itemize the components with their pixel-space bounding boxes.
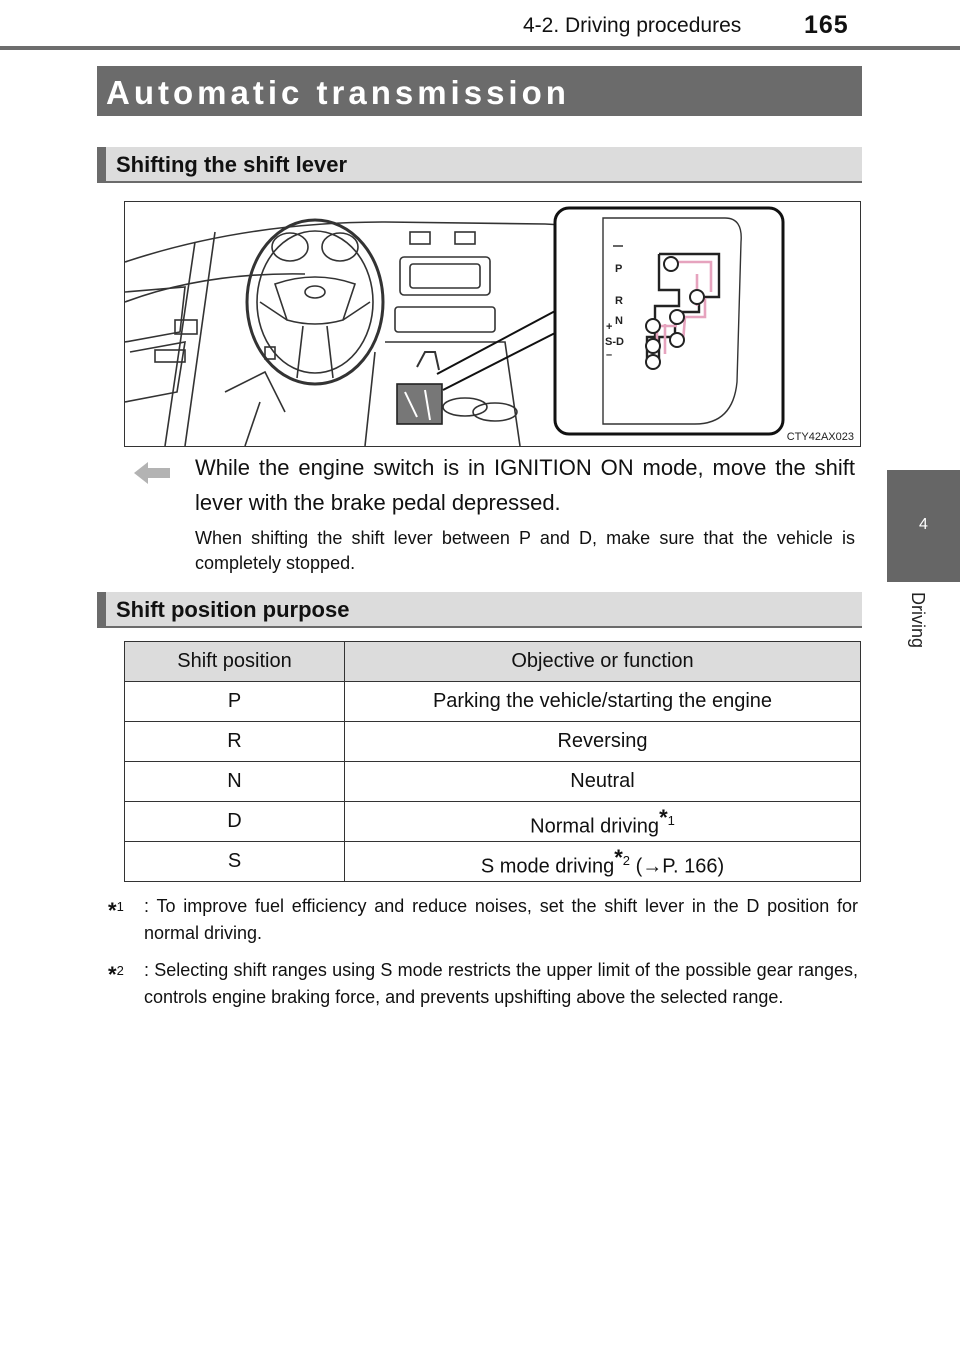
chapter-label: Driving [908, 592, 928, 649]
shift-gate-callout [555, 208, 783, 434]
chapter-tab [887, 470, 960, 582]
page-reference: (→P. 166) [635, 855, 725, 878]
table-cell-position: R [125, 722, 345, 762]
footnote-marker: *$^2$ [108, 962, 124, 987]
table-cell-function: Reversing [345, 722, 861, 762]
page-header [0, 0, 960, 52]
chapter-label-container [888, 592, 948, 672]
table-cell-position: D [125, 802, 345, 842]
footnote-ref: *1 [659, 804, 675, 830]
table-row [125, 722, 861, 762]
svg-text:R: R [615, 295, 623, 307]
svg-text:–: – [606, 349, 613, 361]
figure-code: CTY42AX023 [786, 431, 854, 443]
header-section-title: 4-2. Driving procedures [523, 14, 742, 37]
table-cell-position: S [125, 842, 345, 882]
table-row [125, 762, 861, 802]
footnote-marker: *$^1$ [108, 898, 124, 923]
section-heading-text: Shift position purpose [116, 597, 350, 622]
svg-text:S-D: S-D [605, 336, 624, 348]
table-header-position: Shift position [125, 642, 345, 682]
page-title: Automatic transmission [106, 74, 570, 111]
table-cell-position: N [125, 762, 345, 802]
table-cell-function [345, 802, 861, 842]
section-heading-purpose [97, 592, 862, 628]
shift-position-table [124, 641, 861, 882]
table-header-function: Objective or function [345, 642, 861, 682]
page-title-bar [97, 66, 862, 116]
instruction-note: When shifting the shift lever between P and D, make sure that the vehicle is completely stopped. [195, 528, 855, 573]
header-rule [0, 46, 960, 50]
table-cell-position: P [125, 682, 345, 722]
footnote-text: : To improve fuel efficiency and reduce noises, set the shift lever in the D position for normal driving. [144, 896, 858, 943]
footnote-2 [108, 957, 858, 1011]
shift-lever-illustration [124, 201, 861, 447]
footnote-text: : Selecting shift ranges using S mode restricts the upper limit of the possible gear ranges, controls engine braking force, and prevents upshifting above the selected range. [144, 960, 858, 1007]
table-row [125, 682, 861, 722]
table-cell-function: Neutral [345, 762, 861, 802]
table-row [125, 802, 861, 842]
table-cell-function: Parking the vehicle/starting the engine [345, 682, 861, 722]
function-text: Normal driving [530, 815, 660, 838]
table-header-row [125, 642, 861, 682]
chapter-number: 4 [919, 516, 928, 533]
page-number: 165 [804, 11, 849, 39]
table-row [125, 842, 861, 882]
svg-text:+: + [606, 321, 613, 333]
step-arrow-icon [134, 460, 170, 486]
table-cell-function [345, 842, 861, 882]
instruction-text: While the engine switch is in IGNITION ON mode, move the shift lever with the brake pedal depressed. [195, 455, 855, 515]
footnote-ref: *2 [614, 844, 631, 870]
svg-text:P: P [615, 263, 623, 275]
dashboard-drawing [125, 202, 860, 446]
footnote-1 [108, 893, 858, 947]
section-heading-text: Shifting the shift lever [116, 152, 348, 177]
section-heading-shifting [97, 147, 862, 183]
function-text: S mode driving [480, 855, 615, 878]
svg-text:N: N [615, 315, 623, 327]
